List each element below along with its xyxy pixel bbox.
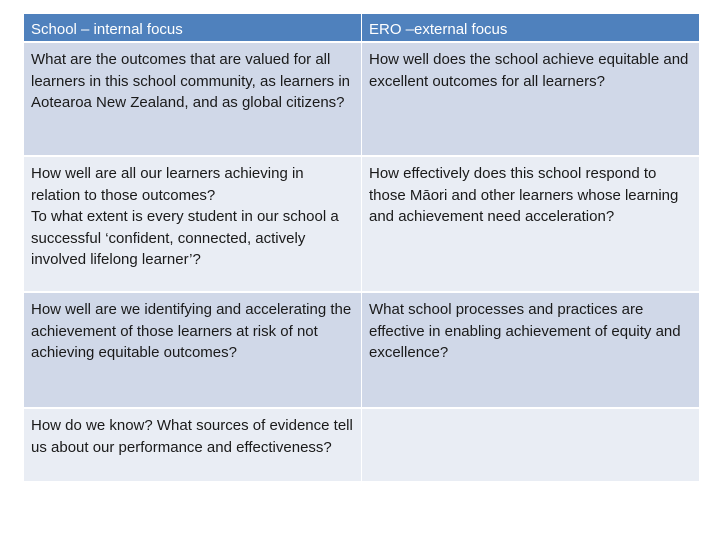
table-cell-ero-row-3: What school processes and practices are effective in enabling achievement of equity and excellence? xyxy=(362,293,700,409)
focus-comparison-table xyxy=(24,14,700,481)
table-cell-school-row-4: How do we know? What sources of evidence tell us about our performance and effectiveness? xyxy=(24,409,362,481)
table-cell-ero-row-2: How effectively does this school respond to those Māori and other learners whose learning and achievement need acceleration? xyxy=(362,157,700,293)
table-cell-ero-row-4 xyxy=(362,409,700,481)
table-cell-school-row-2: How well are all our learners achieving in relation to those outcomes? To what extent is every student in our school a successful ‘confident, connected, actively involved lifelong learner’? xyxy=(24,157,362,293)
table-cell-ero-row-1: How well does the school achieve equitable and excellent outcomes for all learners? xyxy=(362,43,700,157)
column-header-school: School – internal focus xyxy=(24,14,362,43)
table-cell-school-row-3: How well are we identifying and accelerating the achievement of those learners at risk of not achieving equitable outcomes? xyxy=(24,293,362,409)
table-cell-school-row-1: What are the outcomes that are valued for all learners in this school community, as learners in Aotearoa New Zealand, and as global citizens? xyxy=(24,43,362,157)
column-header-ero: ERO –external focus xyxy=(362,14,700,43)
